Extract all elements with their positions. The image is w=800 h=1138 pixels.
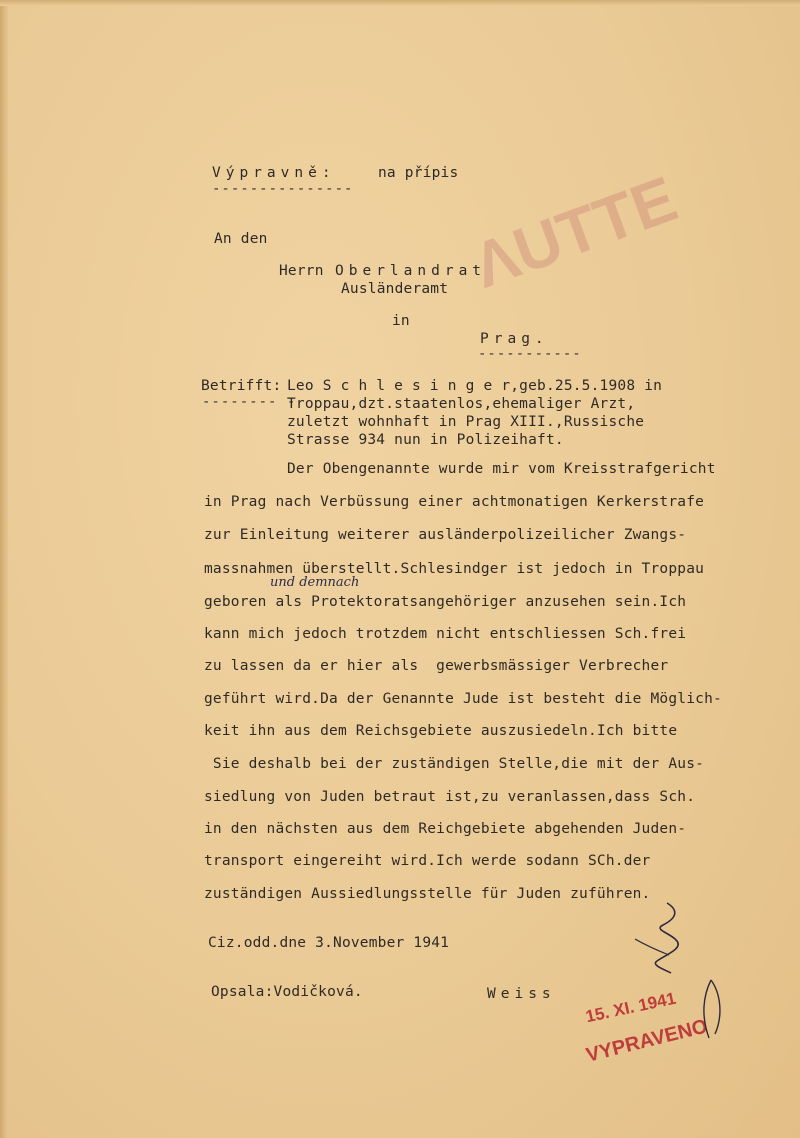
- body-line: transport eingereiht wird.Ich werde sodann SCh.der: [204, 853, 651, 869]
- body-line: zuständigen Aussiedlungsstelle für Juden zuführen.: [204, 886, 651, 902]
- header-underline: ---------------: [212, 181, 354, 197]
- address-oberlandrat: Oberlandrat: [335, 263, 487, 279]
- subject-label: Betrifft:: [201, 378, 282, 394]
- typist: Opsala:Vodičková.: [211, 984, 363, 1000]
- ghost-stamp: ΛUTTE: [464, 162, 686, 302]
- place-date: Ciz.odd.dne 3.November 1941: [208, 935, 450, 951]
- body-line: siedlung von Juden betraut ist,zu veranlassen,dass Sch.: [204, 789, 696, 805]
- body-line: geboren als Protektoratsangehöriger anzusehen sein.Ich: [204, 594, 687, 610]
- address-city-underline: -----------: [478, 346, 582, 362]
- signature-name: Weiss: [487, 986, 556, 1002]
- header-vypravne: Výpravně:: [212, 165, 336, 181]
- body-line: keit ihn aus dem Reichsgebiete auszusiedeln.Ich bitte: [204, 723, 678, 739]
- stamp-date: 15. XI. 1941: [583, 988, 678, 1027]
- body-line: kann mich jedoch trotzdem nicht entschliessen Sch.frei: [204, 626, 687, 642]
- address-herrn: Herrn: [279, 263, 324, 279]
- body-line: zu lassen da er hier als gewerbsmässiger Verbrecher: [204, 658, 669, 674]
- subject-line: Troppau,dzt.staatenlos,ehemaliger Arzt,: [287, 396, 636, 412]
- paper-edge-top: [0, 0, 800, 6]
- address-an-den: An den: [214, 231, 268, 247]
- body-line: massnahmen überstellt.Schlesindger ist jedoch in Troppau: [204, 561, 705, 577]
- handwritten-insert: und demnach: [270, 575, 360, 590]
- subject-line: zuletzt wohnhaft in Prag XIII.,Russische: [287, 414, 645, 430]
- stamp-initial-mark: [693, 976, 733, 1046]
- body-line: geführt wird.Da der Genannte Jude ist besteht die Möglich-: [204, 691, 722, 707]
- address-city: Prag.: [480, 331, 549, 347]
- subject-label-underline: -------- -: [202, 394, 297, 410]
- address-amt: Ausländeramt: [341, 281, 449, 297]
- body-line: Sie deshalb bei der zuständigen Stelle,die mit der Aus-: [204, 756, 705, 772]
- body-line: in Prag nach Verbüssung einer achtmonatigen Kerkerstrafe: [204, 494, 705, 510]
- body-line: zur Einleitung weiterer ausländerpolizeilicher Zwangs-: [204, 527, 687, 543]
- signature-mark: [605, 895, 725, 985]
- header-na-pripis: na přípis: [378, 165, 459, 181]
- subject-line: Leo S c h l e s i n g e r,geb.25.5.1908 in: [287, 378, 663, 394]
- address-in: in: [392, 313, 410, 329]
- paper-edge-left: [0, 0, 8, 1138]
- body-line: Der Obengenannte wurde mir vom Kreisstrafgericht: [287, 461, 716, 477]
- subject-line: Strasse 934 nun in Polizeihaft.: [287, 432, 564, 448]
- body-line: in den nächsten aus dem Reichgebiete abgehenden Juden-: [204, 821, 687, 837]
- stamp-word: VYPRAVENO: [584, 1015, 710, 1067]
